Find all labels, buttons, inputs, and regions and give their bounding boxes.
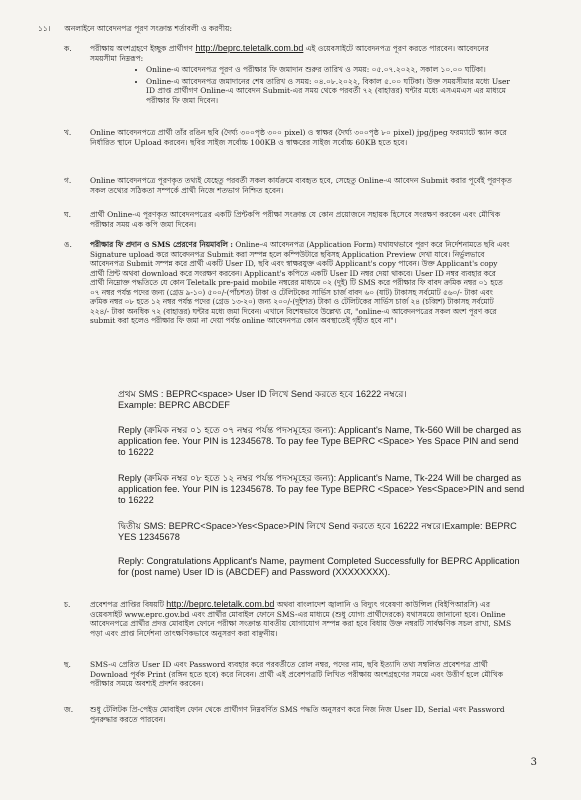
item-text: Online আবেদনপত্রে প্রার্থী তাঁর রঙিন ছবি (দৈর্ঘ্য ৩০০পৃষ্ঠ ৩০০ pixel) ও স্বাক্ষর (দৈর্ঘ্য ৩০০পৃষ্ঠ ৮০ pixel) jpg/jpeg ফরম্যাটে স্ক্যান করে নির্ধারিত স্থানে Upload করবেন। ছবির সাইজ সর্বোচ্চ 100KB ও স্বাক্ষরের সাইজ সর্বোচ্চ 60KB হতে হবে। — [90, 128, 507, 147]
item-marker: ক. — [64, 44, 72, 53]
item-text: অথবা বাংলাদেশ জ্বালানি ও বিদ্যুৎ গবেষণা কাউন্সিল (বিইপিআরসি) এর ওয়েবসাইট www.eprc.gov.bd এবং প্রার্থীর মোবাইল ফোনে SMS-এর মাধ্যমে (শুধু যোগ্য প্রার্থীদেরকে) যথাসময়ে জানানো হবে। Online আবেদনপত্রে প্রার্থীর প্রদত্ত মোবাইল ফোনে পরীক্ষা সংক্রান্ত যাবতীয় যোগাযোগ সম্পন্ন করা হবে বিধায় উক্ত নম্বরটি সার্বক্ষণিক সচল রাখা, SMS পড়া এবং প্রাপ্ত নির্দেশনা তাৎক্ষণিকভাবে অনুসরণ করা বাঞ্ছনীয়। — [90, 600, 512, 638]
item-text: Online-এ আবেদনপত্র (Application Form) যথাযথভাবে পূরণ করে নির্দেশনামতে ছবি এবং Signature upload করে আবেদনপত্র Submit করা সম্পন্ন হলে কম্পিউটারে ছবিসহ Application Preview দেখা যাবে। নির্ভুলভাবে আবেদনপত্র Submit সম্পন্ন করে প্রার্থী একটি User ID, ছবি এবং স্বাক্ষরযুক্ত একটি Applicant's copy পাবেন। উক্ত Applicant's copy প্রার্থী প্রিন্ট অথবা download করে সংরক্ষণ করবেন। Applicant's কপিতে একটি User ID নম্বর দেয়া থাকবে। User ID নম্বর ব্যবহার করে প্রার্থী নিম্নোক্ত পদ্ধতিতে যে কোন Teletalk pre-paid mobile নম্বরের মাধ্যমে ০২ (দুই) টি SMS করে পরীক্ষার ফি বাবদ ক্রমিক নম্বর ০১ হতে ০৭ নম্বর পর্যন্ত পদের জন্য (গ্রেড ৯-১০) ৫০০/-(পাঁচশত) টাকা ও টেলিটকের সার্ভিস চার্জ বাবদ ৬০ (ষাট) টাকাসহ সর্বমোট ৫৬০/- টাকা এবং ক্রমিক নম্বর ০৮ হতে ১২ নম্বর পর্যন্ত পদের (গ্রেড ১৩-২০) জন্য ২০০/-(দুইশত) টাকা ও টেলিটকের সার্ভিস চার্জ ২৪ (চব্বিশ) টাকাসহ সর্বমোট ২২৪/- টাকা অনধিক ৭২ (বাহাত্তর) ঘন্টার মধ্যে জমা দিবেন। এখানে বিশেষভাবে উল্লেখ্য যে, "online-এ আবেদনপত্রের সকল অংশ পূরণ করে submit করা হলেও পরীক্ষার ফি জমা না দেয়া পর্যন্ত online আবেদনপত্র কোন অবস্থাতেই গৃহীত হবে না"। — [90, 240, 510, 325]
section-header — [38, 24, 232, 36]
sms-text: Reply (ক্রমিক নম্বর ০৮ হতে ১২ নম্বর পর্যন্ত পদসমূহের জন্য): Applicant's Name, Tk-224 Will be charged as application fee. Your PIN is 12345678. To pay fee Type BEPRC <Space> Yes<Space>PIN and send to 16222 — [118, 473, 525, 506]
item-ka — [64, 43, 512, 108]
sms-example: Example: BEPRC ABCDEF — [118, 400, 230, 411]
item-cha — [64, 599, 512, 638]
sms-second — [118, 521, 526, 543]
sms-text: Reply: Congratulations Applicant's Name, payment Completed Successfully for BEPRC Application for (post name) User ID is (ABCDEF) and Password (XXXXXXXX). — [118, 556, 520, 578]
item-text: প্রবেশপত্র প্রাপ্তির বিষয়টি — [90, 600, 167, 609]
item-marker: খ. — [64, 128, 72, 137]
date-bullet: • Online-এ আবেদনপত্র পূরণ ও পরীক্ষার ফি জমাদান শুরুর তারিখ ও সময়: ০৫.০৭.২০২২, সকাল ১০.০০ ঘটিকা। — [146, 65, 512, 75]
item-marker: গ. — [64, 176, 72, 185]
section-title: অনলাইনে আবেদনপত্র পূরণ সংক্রান্ত শর্তাবলী ও করণীয়: — [64, 24, 232, 33]
section-number: ১১। — [38, 24, 51, 33]
item-kha — [64, 128, 512, 147]
teletalk-link[interactable]: http://beprc.teletalk.com.bd — [195, 43, 304, 53]
item-marker: ছ. — [64, 660, 71, 669]
sms-confirmation — [118, 556, 526, 578]
date-bullet: • Online-এ আবেদনপত্র জমাদানের শেষ তারিখ ও সময়: ০৪.০৮.২০২২, বিকাল ৫.০০ ঘটিকা। উক্ত সময়সীমার মধ্যে User ID প্রাপ্ত প্রার্থীগণ Online-এ আবেদন Submit-এর সময় থেকে পরবর্তী ৭২ (বাহাত্তর) ঘন্টার মধ্যে এসএমএস এর মাধ্যমে পরীক্ষার ফি জমা দিবেন। — [146, 77, 512, 106]
item-text: পরীক্ষায় অংশগ্রহণে ইচ্ছুক প্রার্থীগণ — [90, 44, 196, 53]
item-text: SMS-এ প্রেরিত User ID এবং Password ব্যবহার করে পরবর্তীতে রোল নম্বর, পদের নাম, ছবি ইত্যাদি তথ্য সম্বলিত প্রবেশপত্র প্রার্থী Download পূর্বক Print (রঙ্গিন হতে হবে) করে নিবেন। প্রার্থী এই প্রবেশপত্রটি লিখিত পরীক্ষায় অংশগ্রহণের সময়ে এবং উত্তীর্ণ হলে মৌখিক পরীক্ষার সময়ে অবশ্যই প্রদর্শন করবেন। — [90, 660, 503, 689]
fee-rules-heading: পরীক্ষার ফি প্রদান ও SMS প্রেরণের নিয়মাবলি : — [90, 240, 234, 249]
teletalk-link[interactable]: http://beprc.teletalk.com.bd — [166, 599, 275, 609]
item-text: Online আবেদনপত্রে পূরণকৃত তথ্যই যেহেতু পরবর্তী সকল কার্যক্রমে ব্যবহৃত হবে, সেহেতু Online-এ আবেদন Submit করার পূর্বেই পূরণকৃত সকল তথ্যের সঠিকতা সম্পর্কে প্রার্থী নিজে শতভাগ নিশ্চিত হবেন। — [90, 176, 512, 195]
sms-reply-2 — [118, 473, 526, 507]
item-ja — [64, 705, 512, 724]
page-number: 3 — [530, 757, 537, 768]
item-gha — [64, 210, 512, 229]
item-uma — [64, 240, 512, 326]
item-text: প্রার্থী Online-এ পূরণকৃত আবেদনপত্রের একটি প্রিন্টকপি পরীক্ষা সংক্রান্ত যে কোন প্রয়োজনে সহায়ক হিসেবে সংরক্ষণ করবেন এবং মৌখিক পরীক্ষার সময় এক কপি জমা দিবেন। — [90, 210, 501, 229]
sms-reply-1 — [118, 425, 526, 459]
item-text: শুধু টেলিটক প্রি-পেইড মোবাইল ফোন থেকে প্রার্থীগণ নিম্নবর্ণিত SMS পদ্ধতি অনুসরণ করে নিজ নিজ User ID, Serial এবং Password পুনরুদ্ধার করতে পারবেন। — [90, 705, 505, 724]
sms-text: প্রথম SMS : BEPRC<space> User ID লিখে Send করতে হবে 16222 নম্বরে। — [118, 389, 407, 399]
item-ga — [64, 176, 512, 195]
item-marker: চ. — [64, 600, 71, 609]
item-chha — [64, 660, 512, 689]
sms-text: দ্বিতীয় SMS: BEPRC<Space>Yes<Space>PIN লিখে Send করতে হবে 16222 নম্বরে।Example: BEPRC YES 12345678 — [118, 521, 517, 543]
sms-text: Reply (ক্রমিক নম্বর ০১ হতে ০৭ নম্বর পর্যন্ত পদসমূহের জন্য): Applicant's Name, Tk-560 Will be charged as application fee. Your PIN is 12345678. To pay fee Type BEPRC <Space> Yes Space PIN and send to 16222 — [118, 425, 522, 458]
item-marker: জ. — [64, 705, 74, 714]
item-marker: ঙ. — [64, 240, 72, 249]
item-text: এই ওয়েবসাইটে আবেদনপত্র পূরণ করতে পারবেন। আবেদনের সময়সীমা নিম্নরূপ: — [90, 44, 489, 63]
sms-first — [118, 389, 526, 411]
item-marker: ঘ. — [64, 210, 72, 219]
